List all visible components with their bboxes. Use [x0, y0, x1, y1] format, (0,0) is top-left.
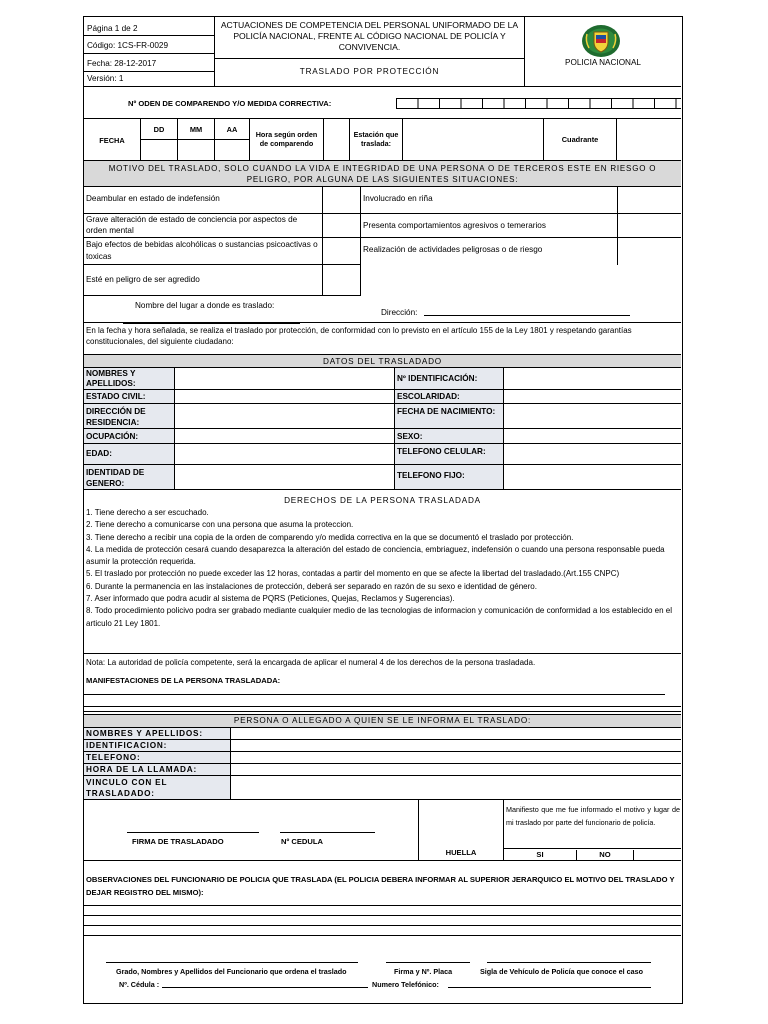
observaciones-line[interactable]: [84, 935, 681, 936]
motivo-grid: [84, 187, 681, 295]
motivo-checkbox[interactable]: [618, 238, 681, 265]
day-field[interactable]: [141, 140, 177, 161]
datos-field-label: ESCOLARIDAD:: [395, 390, 504, 404]
allegado-field-label: IDENTIFICACION:: [84, 740, 231, 752]
no-option[interactable]: NO: [577, 850, 634, 861]
manifiesto-text: Manifiesto que me fue informado el motivo y lugar de mi traslado por parte del funcionario de policía.: [506, 805, 680, 827]
motivo-title: MOTIVO DEL TRASLADO, SOLO CUANDO LA VIDA E INTEGRIDAD DE UNA PERSONA O DE TERCEROS ESTE EN RIESGO O PELIGRO, POR ALGUNA DE LAS SIGUIENTES SITUACIONES:: [84, 161, 681, 187]
datos-field-input[interactable]: [504, 429, 681, 444]
cuadrante-label: Cuadrante: [544, 119, 617, 161]
observaciones-line[interactable]: [84, 905, 681, 906]
derecho-item: 1. Tiene derecho a ser escuchado.: [86, 508, 209, 517]
form-version: Versión: 1: [87, 74, 124, 83]
observaciones-line[interactable]: [84, 925, 681, 926]
datos-field-input[interactable]: [504, 465, 681, 490]
motivo-checkbox[interactable]: [323, 214, 361, 238]
estacion-field[interactable]: [403, 119, 544, 161]
allegado-field-input[interactable]: [231, 752, 681, 764]
motivo-checkbox[interactable]: [618, 214, 681, 238]
datos-table: [84, 368, 681, 490]
document-subtitle: TRASLADO POR PROTECCIÓN: [299, 67, 440, 76]
firma-field[interactable]: [127, 808, 259, 832]
telefono-footer-field[interactable]: [448, 987, 651, 988]
datos-title: DATOS DEL TRASLADADO: [84, 354, 681, 368]
motivo-option-label: Involucrado en riña: [361, 187, 618, 214]
derecho-item: 2. Tiene derecho a comunicarse con una persona que asuma la proteccion.: [86, 520, 354, 530]
derecho-item: 3. Tiene derecho a recibir una copia de la orden de comparendo y/o medida correctiva en la que se documentó el traslado por protección.: [86, 532, 574, 542]
fecha-label: FECHA: [84, 119, 141, 161]
form-page: [83, 16, 683, 1004]
direccion-field[interactable]: [424, 315, 630, 316]
grado-label: Grado, Nombres y Apellidos del Funcionario que ordena el traslado: [116, 967, 347, 976]
cuadrante-field[interactable]: [617, 119, 681, 161]
allegado-table: [84, 728, 681, 800]
datos-field-label: TELEFONO CELULAR:: [395, 444, 504, 465]
firma-label: FIRMA DE TRASLADADO: [132, 837, 224, 846]
form-code: Código: 1CS-FR-0029: [84, 36, 215, 54]
huella-box[interactable]: [418, 800, 504, 860]
allegado-title: PERSONA O ALLEGADO A QUIEN SE LE INFORMA EL TRASLADO:: [84, 714, 681, 728]
allegado-field-label: NOMBRES Y APELLIDOS:: [84, 728, 231, 740]
datos-field-input[interactable]: [175, 368, 395, 390]
hora-field[interactable]: [324, 119, 350, 161]
motivo-option-label: Grave alteración de estado de conciencia por aspectos de orden mental: [84, 214, 323, 238]
manifestaciones-line[interactable]: [84, 694, 665, 695]
intro-paragraph: En la fecha y hora señalada, se realiza el traslado por protección, de conformidad con lo previsto en el artículo 155 de la Ley 1801 y respetando garantías constitucionales, del siguiente ciudadano:: [84, 322, 681, 354]
cedula-field[interactable]: [280, 808, 375, 832]
allegado-field-label: HORA DE LA LLAMADA:: [84, 764, 231, 776]
cedula-footer-field[interactable]: [162, 987, 368, 988]
year-label: AA: [215, 119, 249, 140]
datos-field-input[interactable]: [504, 444, 681, 465]
document-title: ACTUACIONES DE COMPETENCIA DEL PERSONAL UNIFORMADO DE LA POLICÍA NACIONAL, FRENTE AL CÓDIGO NACIONAL DE POLICÍA Y CONVIVENCIA.: [215, 17, 524, 59]
firma-placa-label: Firma y Nº. Placa: [394, 967, 453, 976]
sigla-label: Sigla de Vehículo de Policía que conoce el caso: [480, 967, 643, 976]
datos-field-input[interactable]: [175, 390, 395, 404]
order-number-row: [84, 87, 681, 119]
header: [84, 17, 681, 87]
manifestaciones-label: MANIFESTACIONES DE LA PERSONA TRASLADADA:: [86, 676, 281, 685]
police-shield-icon: [581, 24, 621, 58]
datos-field-label: IDENTIDAD DE GENERO:: [84, 465, 175, 490]
datos-field-label: FECHA DE NACIMIENTO:: [395, 404, 504, 429]
motivo-checkbox[interactable]: [323, 238, 361, 265]
allegado-field-input[interactable]: [231, 728, 681, 740]
datos-field-input[interactable]: [175, 444, 395, 465]
derechos-list: [86, 507, 680, 630]
day-label: DD: [141, 119, 177, 140]
datos-field-input[interactable]: [175, 465, 395, 490]
lugar-label: Nombre del lugar a donde es traslado:: [135, 301, 275, 310]
datos-field-input[interactable]: [504, 368, 681, 390]
estacion-label: Estación que traslada:: [350, 119, 403, 161]
datos-field-input[interactable]: [175, 429, 395, 444]
motivo-option-label: Deambular en estado de indefensión: [84, 187, 323, 214]
motivo-checkbox[interactable]: [618, 187, 681, 214]
datos-field-label: EDAD:: [84, 444, 175, 465]
derecho-item: 4. La medida de protección cesará cuando desaparezca la alteración del estado de conciencia, embriaguez, indefensión o cuando una persona responsable pueda asumir la protección requerida.: [86, 544, 665, 567]
allegado-field-input[interactable]: [231, 764, 681, 776]
datos-field-input[interactable]: [175, 404, 395, 429]
page-number: Página 1 de 2: [84, 17, 215, 36]
motivo-option-label: Realización de actividades peligrosas o de riesgo: [361, 238, 618, 265]
derecho-item: 6. Durante la permanencia en las instalaciones de protección, deberá ser separado en razón de su sexo e identidad de género.: [86, 581, 537, 591]
logo-area: [525, 17, 681, 87]
datos-field-label: Nº IDENTIFICACIÓN:: [395, 368, 504, 390]
telefono-footer-label: Numero Telefónico:: [372, 980, 439, 989]
allegado-field-input[interactable]: [231, 776, 681, 800]
nota: Nota: La autoridad de policía competente, será la encargada de aplicar el numeral 4 de los derechos de la persona trasladada.: [86, 658, 536, 667]
datos-field-label: OCUPACIÓN:: [84, 429, 175, 444]
direccion-label: Dirección:: [381, 308, 418, 317]
allegado-field-label: TELEFONO:: [84, 752, 231, 764]
datos-field-input[interactable]: [504, 404, 681, 429]
datos-field-label: ESTADO CIVIL:: [84, 390, 175, 404]
observaciones-label: OBSERVACIONES DEL FUNCIONARIO DE POLICIA QUE TRASLADA (EL POLICIA DEBERA INFORMAR AL SUPERIOR JERARQUICO EL MOTIVO DEL TRASLADO Y DEJAR REGISTRO DEL MISMO):: [86, 875, 675, 897]
date-row: [84, 119, 681, 161]
allegado-field-input[interactable]: [231, 740, 681, 752]
motivo-option-label: Bajo efectos de bebidas alcohólicas o sustancias psicoactivas o toxicas: [84, 238, 323, 265]
motivo-option-label: Esté en peligro de ser agredido: [84, 265, 323, 295]
datos-field-label: DIRECCIÓN DE RESIDENCIA:: [84, 404, 175, 429]
datos-field-input[interactable]: [504, 390, 681, 404]
datos-field-label: TELEFONO FIJO:: [395, 465, 504, 490]
form-date: Fecha: 28-12-2017: [84, 54, 215, 72]
month-field[interactable]: [178, 140, 214, 161]
derecho-item: 5. El traslado por protección no puede exceder las 12 horas, contadas a partir del momento en que se afecte la libertad del trasladado.(Art.155 CNPC): [86, 569, 620, 579]
datos-field-label: NOMBRES Y APELLIDOS:: [84, 368, 175, 390]
motivo-checkbox[interactable]: [323, 265, 361, 295]
allegado-field-label: VINCULO CON EL TRASLADADO:: [84, 776, 231, 800]
hora-label: Hora según orden de comparendo: [250, 119, 324, 161]
cedula-label: Nº CEDULA: [281, 837, 324, 846]
derechos-title: DERECHOS DE LA PERSONA TRASLADADA: [284, 496, 481, 505]
order-number-boxes[interactable]: [396, 98, 681, 109]
derecho-item: 8. Todo procedimiento policivo podra ser grabado mediante cualquier medio de las tecnologias de informacion y comunicación de conformidad a los establecido en el articulo 21 Ley 1801.: [86, 606, 672, 628]
signature-area: [84, 800, 681, 860]
observaciones-line[interactable]: [84, 915, 681, 916]
si-option[interactable]: SI: [504, 850, 577, 861]
manifestaciones-line[interactable]: [84, 706, 681, 707]
year-field[interactable]: [215, 140, 249, 161]
derecho-item: 7. Aser informado que podra acudir al sistema de PQRS (Peticiones, Quejas, Reclamos y Sugerencias).: [86, 594, 455, 604]
motivo-option-label: Presenta comportamientos agresivos o temerarios: [361, 214, 618, 238]
cedula-footer-label: Nº. Cédula :: [119, 980, 160, 989]
motivo-checkbox[interactable]: [323, 187, 361, 214]
datos-field-label: SEXO:: [395, 429, 504, 444]
order-number-label: Nº ODEN DE COMPARENDO Y/O MEDIDA CORRECTIVA:: [128, 99, 332, 108]
month-label: MM: [178, 119, 214, 140]
huella-label: HUELLA: [445, 848, 477, 857]
institution-name: POLICIA NACIONAL: [565, 58, 641, 67]
